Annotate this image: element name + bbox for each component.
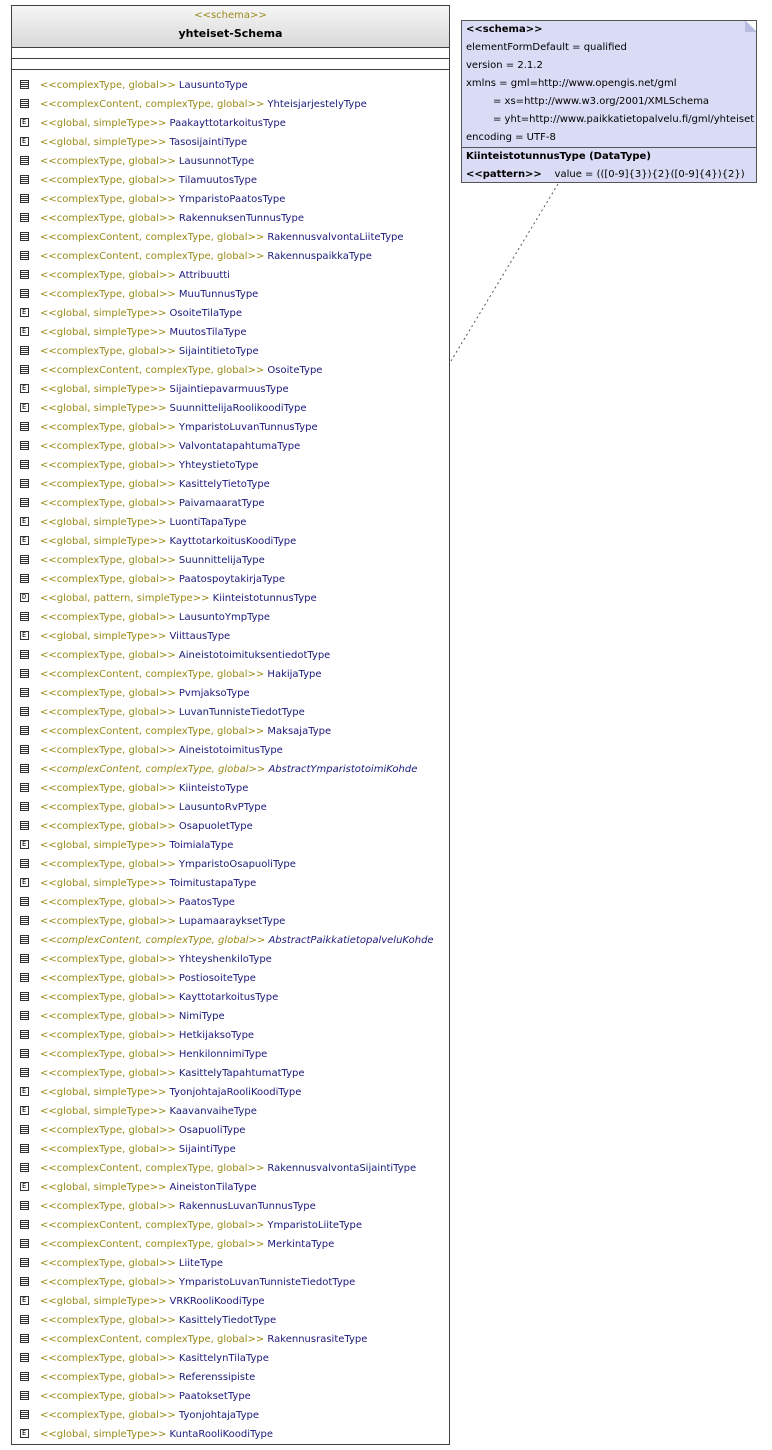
item-name: LausuntoRvPType [178, 802, 267, 813]
item-name: Referenssipiste [178, 1372, 256, 1383]
item-name: LausunnotType [178, 156, 255, 167]
note-pattern-label: <<pattern>> [466, 169, 542, 180]
item-name: MerkintaType [267, 1239, 335, 1250]
item-stereotype: <<complexType, global>> [40, 1410, 176, 1421]
item-name: ValvontatapahtumaType [178, 441, 301, 452]
item-stereotype: <<complexType, global>> [40, 1258, 176, 1269]
item-name: LuvanTunnisteTiedotType [178, 707, 305, 718]
item-name: TyonjohtajaType [178, 1410, 259, 1421]
item-name: YmparistoLuvanTunnisteTiedotType [178, 1277, 356, 1288]
item-stereotype: <<complexType, global>> [40, 555, 176, 566]
item-stereotype: <<global, simpleType>> [40, 118, 167, 129]
item-stereotype: <<complexType, global>> [40, 992, 176, 1003]
note-type-title: KiinteistotunnusType (DataType) [462, 147, 756, 166]
item-stereotype: <<complexType, global>> [40, 175, 176, 186]
item-name: HetkijaksoType [178, 1030, 255, 1041]
note-element-form-default: elementFormDefault = qualified [466, 42, 627, 53]
item-stereotype: <<complexContent, complexType, global>> [40, 726, 265, 737]
item-stereotype: <<complexType, global>> [40, 289, 176, 300]
schema-title: yhteiset-Schema [178, 27, 283, 40]
item-stereotype: <<complexType, global>> [40, 916, 176, 927]
item-name: KayttotarkoitusKoodiType [169, 536, 297, 547]
item-name: KuntaRooliKoodiType [169, 1429, 274, 1440]
item-stereotype: <<global, simpleType>> [40, 631, 167, 642]
item-stereotype: <<global, simpleType>> [40, 308, 167, 319]
item-name: YhteisjarjestelyType [267, 99, 367, 110]
item-name: OsapuoletType [178, 821, 253, 832]
item-name: AbstractYmparistotoimiKohde [268, 764, 418, 775]
item-name: SuunnittelijaRoolikoodiType [169, 403, 307, 414]
item-stereotype: <<complexType, global>> [40, 574, 176, 585]
item-name: ToimitustapaType [169, 878, 257, 889]
item-name: OsoiteTilaType [169, 308, 243, 319]
item-name: TyonjohtajaRooliKoodiType [169, 1087, 302, 1098]
item-name: OsoiteType [267, 365, 323, 376]
item-name: SijaintiType [178, 1144, 236, 1155]
item-stereotype: <<global, simpleType>> [40, 403, 167, 414]
item-name: KiinteistotunnusType [212, 593, 317, 604]
item-name: OsapuoliType [178, 1125, 246, 1136]
item-name: KasittelyTiedotType [178, 1315, 277, 1326]
item-name: KasittelyTapahtumatType [178, 1068, 305, 1079]
item-name: LausuntoType [178, 80, 248, 91]
item-stereotype: <<complexType, global>> [40, 441, 176, 452]
item-name: LuontiTapaType [169, 517, 247, 528]
item-stereotype: <<global, simpleType>> [40, 1429, 167, 1440]
item-name: PostiosoiteType [178, 973, 256, 984]
item-stereotype: <<complexType, global>> [40, 194, 176, 205]
item-stereotype: <<complexType, global>> [40, 973, 176, 984]
note-stereotype: <<schema>> [466, 24, 543, 35]
item-stereotype: <<complexType, global>> [40, 460, 176, 471]
item-name: PaatosType [178, 897, 235, 908]
item-stereotype: <<complexType, global>> [40, 1030, 176, 1041]
item-stereotype: <<global, simpleType>> [40, 1106, 167, 1117]
item-stereotype: <<complexContent, complexType, global>> [40, 232, 265, 243]
item-stereotype: <<complexContent, complexType, global>> [40, 365, 265, 376]
note-version: version = 2.1.2 [466, 60, 543, 71]
item-name: SijaintiepavarmuusType [169, 384, 289, 395]
item-name: AbstractPaikkatietopalveluKohde [268, 935, 434, 946]
item-stereotype: <<global, simpleType>> [40, 1296, 167, 1307]
schema-stereotype: <<schema>> [194, 10, 267, 21]
item-stereotype: <<complexType, global>> [40, 1277, 176, 1288]
item-name: TilamuutosType [178, 175, 258, 186]
item-name: KasittelynTilaType [178, 1353, 269, 1364]
item-stereotype: <<complexContent, complexType, global>> [40, 1220, 265, 1231]
item-stereotype: <<complexType, global>> [40, 1144, 176, 1155]
item-stereotype: <<complexType, global>> [40, 1372, 176, 1383]
item-stereotype: <<global, pattern, simpleType>> [40, 593, 210, 604]
item-stereotype: <<complexContent, complexType, global>> [40, 99, 265, 110]
item-name: RakennusLuvanTunnusType [178, 1201, 316, 1212]
item-stereotype: <<complexType, global>> [40, 422, 176, 433]
item-stereotype: <<complexContent, complexType, global>> [40, 669, 265, 680]
item-stereotype: <<complexType, global>> [40, 707, 176, 718]
item-stereotype: <<complexContent, complexType, global>> [40, 764, 266, 775]
item-stereotype: <<global, simpleType>> [40, 840, 167, 851]
note-link-line [451, 184, 558, 361]
item-name: LiiteType [178, 1258, 224, 1269]
item-name: MaksajaType [267, 726, 332, 737]
item-stereotype: <<complexContent, complexType, global>> [40, 1239, 265, 1250]
item-stereotype: <<complexType, global>> [40, 802, 176, 813]
note-xmlns-yht: = yht=http://www.paikkatietopalvelu.fi/gml/yhteiset [493, 114, 755, 125]
item-stereotype: <<complexType, global>> [40, 650, 176, 661]
item-stereotype: <<complexType, global>> [40, 213, 176, 224]
item-stereotype: <<complexType, global>> [40, 745, 176, 756]
item-name: YhteystietoType [178, 460, 259, 471]
note-pattern-value: value = (([0-9]{3}){2}([0-9]{4}){2}) [554, 169, 745, 180]
item-name: RakennusvalvontaLiiteType [267, 232, 404, 243]
item-name: AineistonTilaType [169, 1182, 257, 1193]
item-stereotype: <<complexType, global>> [40, 80, 176, 91]
item-stereotype: <<complexContent, complexType, global>> [40, 935, 266, 946]
item-stereotype: <<complexType, global>> [40, 954, 176, 965]
item-stereotype: <<complexType, global>> [40, 270, 176, 281]
item-stereotype: <<complexType, global>> [40, 1201, 176, 1212]
item-stereotype: <<global, simpleType>> [40, 536, 167, 547]
item-name: Attribuutti [178, 270, 230, 281]
item-name: HenkilonnimiType [178, 1049, 268, 1060]
item-name: RakennusrasiteType [267, 1334, 368, 1345]
item-stereotype: <<complexType, global>> [40, 897, 176, 908]
item-stereotype: <<complexType, global>> [40, 859, 176, 870]
item-stereotype: <<global, simpleType>> [40, 137, 167, 148]
item-name: SuunnittelijaType [178, 555, 265, 566]
item-stereotype: <<complexType, global>> [40, 498, 176, 509]
item-stereotype: <<global, simpleType>> [40, 1087, 167, 1098]
item-stereotype: <<complexContent, complexType, global>> [40, 1334, 265, 1345]
note-xmlns-gml: xmlns = gml=http://www.opengis.net/gml [466, 78, 677, 89]
item-name: PaatospoytakirjaType [178, 574, 285, 585]
item-stereotype: <<global, simpleType>> [40, 517, 167, 528]
item-stereotype: <<global, simpleType>> [40, 878, 167, 889]
item-stereotype: <<complexType, global>> [40, 783, 176, 794]
item-name: SijaintitietoType [178, 346, 259, 357]
item-name: RakennuspaikkaType [267, 251, 372, 262]
item-name: PvmjaksoType [178, 688, 250, 699]
item-stereotype: <<complexType, global>> [40, 1068, 176, 1079]
item-name: KayttotarkoitusType [178, 992, 279, 1003]
item-name: ToimialaType [169, 840, 234, 851]
item-stereotype: <<complexContent, complexType, global>> [40, 1163, 265, 1174]
item-name: HakijaType [267, 669, 322, 680]
item-name: RakennuksenTunnusType [178, 213, 304, 224]
item-stereotype: <<complexType, global>> [40, 1125, 176, 1136]
item-name: MuuTunnusType [178, 289, 259, 300]
item-name: AineistotoimituksentiedotType [178, 650, 331, 661]
item-stereotype: <<complexType, global>> [40, 1391, 176, 1402]
item-name: KaavanvaiheType [169, 1106, 257, 1117]
item-name: AineistotoimitusType [178, 745, 283, 756]
item-name: PaatoksetType [178, 1391, 251, 1402]
item-name: YmparistoLiiteType [267, 1220, 363, 1231]
item-name: NimiType [178, 1011, 225, 1022]
item-name: LausuntoYmpType [178, 612, 271, 623]
item-stereotype: <<complexType, global>> [40, 1049, 176, 1060]
item-name: YhteyshenkiloType [178, 954, 272, 965]
item-stereotype: <<complexType, global>> [40, 1353, 176, 1364]
item-name: ViittausType [169, 631, 231, 642]
item-stereotype: <<complexType, global>> [40, 479, 176, 490]
item-stereotype: <<complexType, global>> [40, 346, 176, 357]
item-name: RakennusvalvontaSijaintiType [267, 1163, 417, 1174]
item-name: KasittelyTietoType [178, 479, 270, 490]
item-name: PaivamaaratType [178, 498, 265, 509]
item-name: KiinteistoType [178, 783, 249, 794]
item-name: TasosijaintiType [169, 137, 248, 148]
note-xmlns-xs: = xs=http://www.w3.org/2001/XMLSchema [493, 96, 710, 107]
item-name: YmparistoPaatosType [178, 194, 286, 205]
item-stereotype: <<complexType, global>> [40, 821, 176, 832]
item-stereotype: <<complexType, global>> [40, 1315, 176, 1326]
note-encoding: encoding = UTF-8 [466, 132, 556, 143]
item-name: PaakayttotarkoitusType [169, 118, 286, 129]
item-stereotype: <<complexType, global>> [40, 156, 176, 167]
item-stereotype: <<complexType, global>> [40, 612, 176, 623]
item-name: YmparistoOsapuoliType [178, 859, 296, 870]
item-stereotype: <<global, simpleType>> [40, 1182, 167, 1193]
item-stereotype: <<global, simpleType>> [40, 327, 167, 338]
item-name: LupamaarayksetType [178, 916, 286, 927]
item-name: VRKRooliKoodiType [169, 1296, 265, 1307]
item-stereotype: <<global, simpleType>> [40, 384, 167, 395]
item-stereotype: <<complexType, global>> [40, 688, 176, 699]
item-name: YmparistoLuvanTunnusType [178, 422, 318, 433]
item-stereotype: <<complexContent, complexType, global>> [40, 251, 265, 262]
item-stereotype: <<complexType, global>> [40, 1011, 176, 1022]
item-name: MuutosTilaType [169, 327, 247, 338]
